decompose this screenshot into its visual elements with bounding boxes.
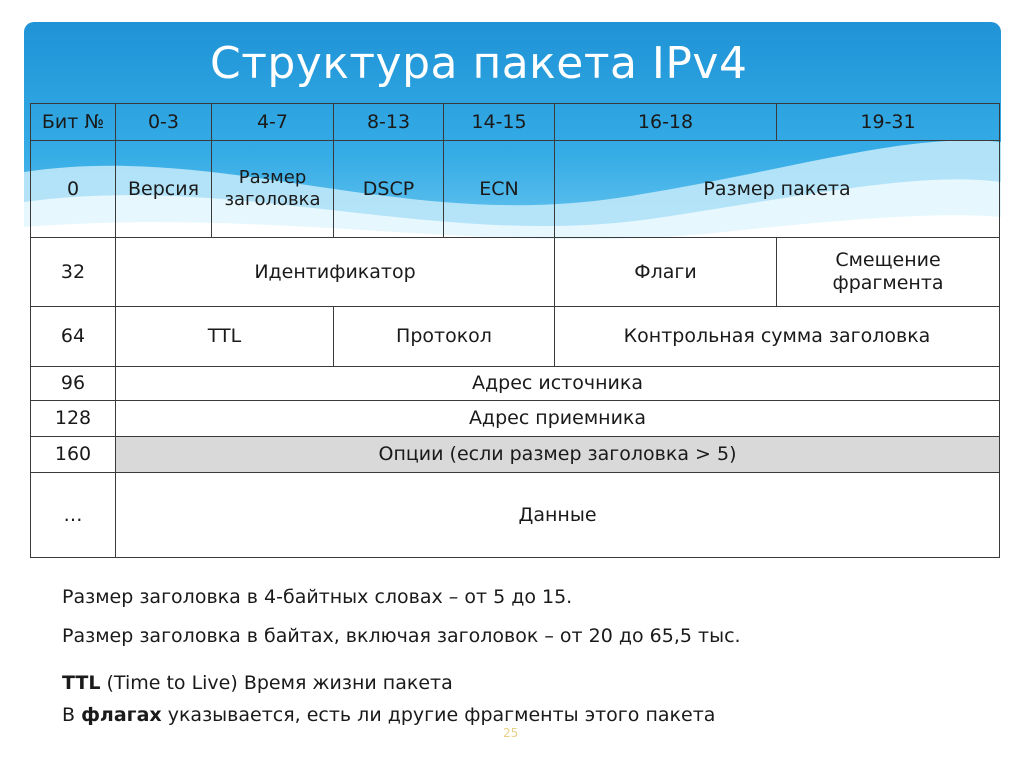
table-row: [31, 473, 1000, 558]
row-offset: 0: [31, 141, 116, 238]
field-protocol: Протокол: [334, 307, 555, 366]
header-cell-14-15: 14-15: [444, 104, 555, 141]
table-row: [31, 437, 1000, 473]
table-row: [31, 400, 1000, 436]
field-fragment-offset: Смещение фрагмента: [777, 237, 1000, 306]
field-packet-size: Размер пакета: [555, 141, 1000, 238]
header-cell-0-3: 0-3: [116, 104, 212, 141]
table-row: [31, 366, 1000, 400]
row-offset: 96: [31, 366, 116, 400]
field-header-size: Размер заголовка: [212, 141, 334, 238]
field-destination-address: Адрес приемника: [116, 400, 1000, 436]
header-cell-8-13: 8-13: [334, 104, 444, 141]
header-cell-4-7: 4-7: [212, 104, 334, 141]
table-header-row: [31, 104, 1000, 141]
field-checksum: Контрольная сумма заголовка: [555, 307, 1000, 366]
header-cell-16-18: 16-18: [555, 104, 777, 141]
field-ttl: TTL: [116, 307, 334, 366]
field-data: Данные: [116, 473, 1000, 558]
field-dscp: DSCP: [334, 141, 444, 238]
row-offset: 160: [31, 437, 116, 473]
ipv4-packet-table: [30, 103, 1000, 558]
field-options: Опции (если размер заголовка > 5): [116, 437, 1000, 473]
field-identifier: Идентификатор: [116, 237, 555, 306]
header-cell-19-31: 19-31: [777, 104, 1000, 141]
field-flags: Флаги: [555, 237, 777, 306]
row-offset: …: [31, 473, 116, 558]
note-flags-prefix: В: [62, 704, 82, 726]
field-source-address: Адрес источника: [116, 366, 1000, 400]
page-number: 25: [503, 726, 519, 740]
note-flags-text: указывается, есть ли другие фрагменты этого пакета: [161, 704, 716, 726]
slide-title: Структура пакета IPv4: [210, 38, 748, 89]
header-cell-bit: Бит №: [31, 104, 116, 141]
row-offset: 32: [31, 237, 116, 306]
note-header-bytes: Размер заголовка в байтах, включая заголовок – от 20 до 65,5 тыс.: [62, 625, 741, 647]
note-ttl-text: (Time to Live) Время жизни пакета: [100, 672, 453, 694]
note-flags-term: флагах: [81, 704, 162, 726]
note-ttl-term: TTL: [62, 672, 101, 694]
note-header-words: Размер заголовка в 4-байтных словах – от 5 до 15.: [62, 586, 573, 608]
field-ecn: ECN: [444, 141, 555, 238]
note-flags: [62, 706, 715, 725]
row-offset: 64: [31, 307, 116, 366]
table-row: [31, 307, 1000, 366]
field-version: Версия: [116, 141, 212, 238]
note-ttl: [62, 674, 453, 693]
row-offset: 128: [31, 400, 116, 436]
table-row: [31, 237, 1000, 306]
table-row: [31, 141, 1000, 238]
